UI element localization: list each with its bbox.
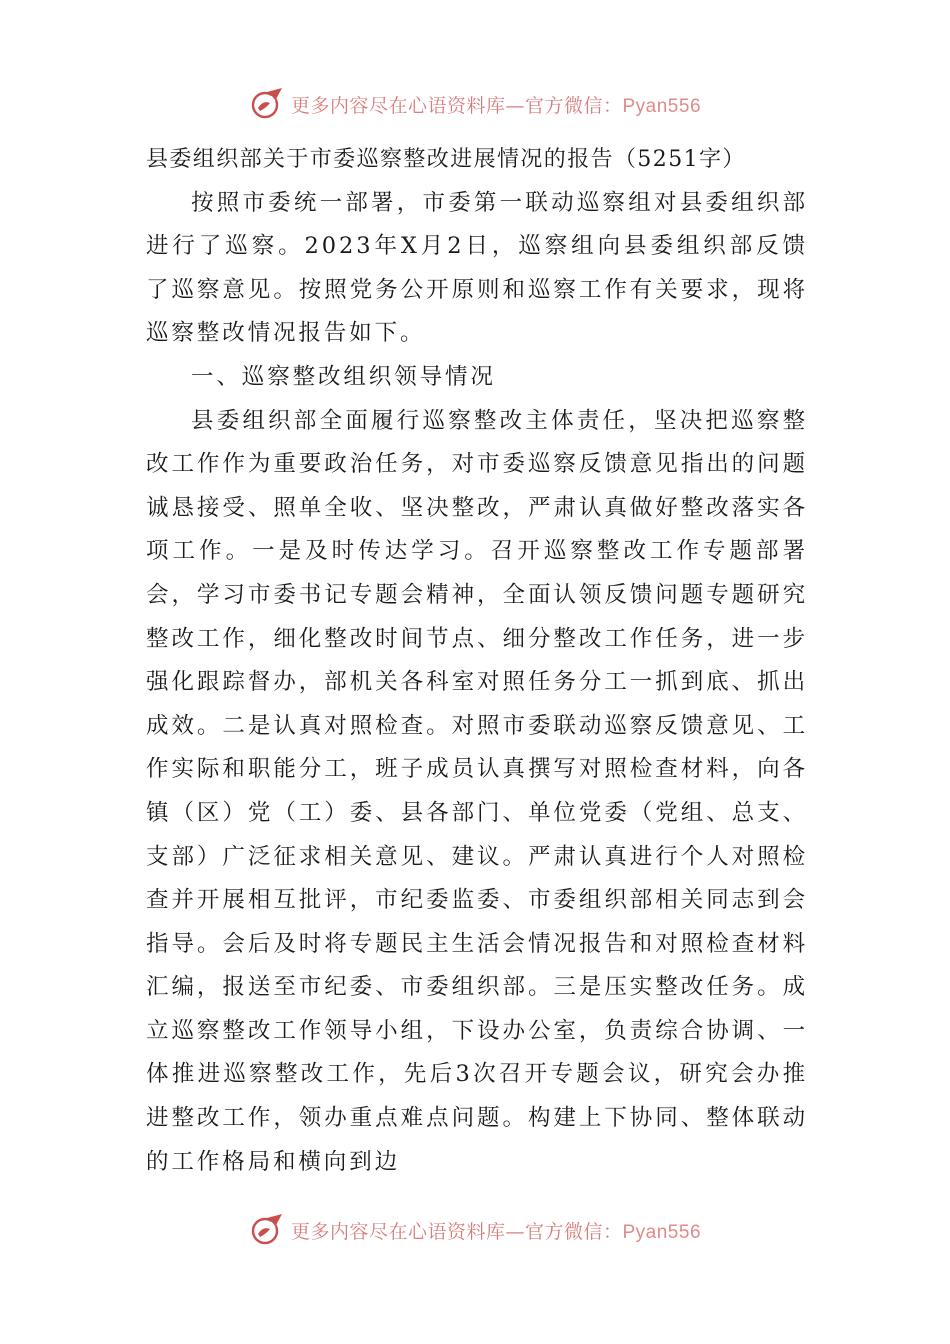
section-heading: 一、巡察整改组织领导情况 [191, 363, 496, 390]
watermark-text: 更多内容尽在心语资料库—官方微信：Pyan556 [290, 94, 702, 117]
watermark-text: 更多内容尽在心语资料库—官方微信：Pyan556 [290, 1220, 702, 1243]
pen-nib-logo-icon [249, 1212, 285, 1248]
document-title: 县委组织部关于市委巡察整改进展情况的报告（5251字） [146, 147, 746, 172]
pen-nib-logo-icon [249, 86, 285, 122]
document-body [146, 138, 808, 1184]
watermark-banner-top [0, 84, 950, 124]
section-paragraph: 县委组织部全面履行巡察整改主体责任，坚决把巡察整改工作作为重要政治任务，对市委巡察反馈意见指出的问题诚恳接受、照单全收、坚决整改，严肃认真做好整改落实各项工作。一是及时传达学习。召开巡察整改工作专题部署会，学习市委书记专题会精神，全面认领反馈问题专题研究整改工作，细化整改时间节点、细分整改工作任务，进一步强化跟踪督办，部机关各科室对照任务分工一抓到底、抓出成效。二是认真对照检查。对照市委联动巡察反馈意见、工作实际和职能分工，班子成员认真撰写对照检查材料，向各镇（区）党（工）委、县各部门、单位党委（党组、总支、支部）广泛征求相关意见、建议。严肃认真进行个人对照检查并开展相互批评，市纪委监委、市委组织部相关同志到会指导。会后及时将专题民主生活会情况报告和对照检查材料汇编，报送至市纪委、市委组织部。三是压实整改任务。成立巡察整改工作领导小组，下设办公室，负责综合协调、一体推进巡察整改工作，先后3次召开专题会议，研究会办推进整改工作，领办重点难点问题。构建上下协同、整体联动的工作格局和横向到边 [146, 407, 808, 1175]
watermark-banner-bottom [0, 1210, 950, 1250]
intro-paragraph: 按照市委统一部署，市委第一联动巡察组对县委组织部进行了巡察。2023年X月2日，巡察组向县委组织部反馈了巡察意见。按照党务公开原则和巡察工作有关要求，现将巡察整改情况报告如下。 [146, 189, 808, 347]
